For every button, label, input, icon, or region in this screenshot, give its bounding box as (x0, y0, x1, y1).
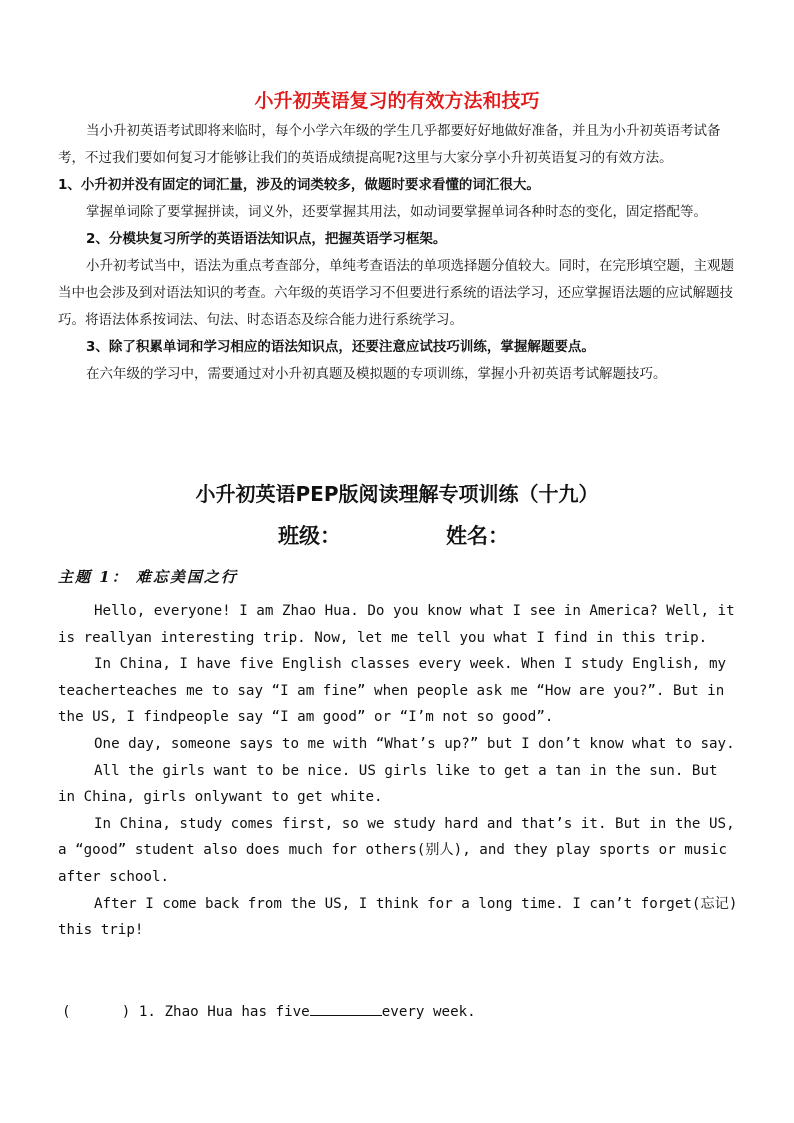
reading-topic: 主题 1： 难忘美国之行 (58, 568, 238, 586)
point-2-heading: 2、分模块复习所学的英语语法知识点，把握英语学习框架。 (86, 231, 447, 247)
intro-paragraph: 当小升初英语考试即将来临时，每个小学六年级的学生几乎都要好好地做好准备，并且为小升初英语考试备考，不过我们要如何复习才能够让我们的英语成绩提高呢?这里与大家分享小升初英语复习的有效方法。 (58, 123, 721, 166)
point-2-body: 小升初考试当中，语法为重点考查部分，单纯考查语法的单项选择题分值较大。同时，在完形填空题，主观题当中也会涉及到对语法知识的考查。六年级的英语学习不但要进行系统的语法学习，还应掌握语法题的应试解题技巧。将语法体系按词法、句法、时态语态及综合能力进行系统学习。 (58, 258, 734, 328)
question-1-suffix: every week. (381, 1004, 476, 1020)
point-1-body: 掌握单词除了要掌握拼读，词义外，还要掌握其用法，如动词要掌握单词各种时态的变化，固定搭配等。 (86, 204, 707, 220)
answer-bracket[interactable]: ( ) (62, 1004, 131, 1020)
class-label: 班级： (278, 524, 341, 548)
question-1 (62, 999, 476, 1025)
reading-passage (58, 598, 742, 944)
passage-paragraph: One day, someone says to me with “What’s up?” but I don’t know what to say. (94, 735, 735, 752)
point-3-heading: 3、除了积累单词和学习相应的语法知识点，还要注意应试技巧训练，掌握解题要点。 (86, 339, 595, 355)
passage-paragraph: All the girls want to be nice. US girls like to get a tan in the sun. But in China, girls onlywant to get white. (58, 762, 718, 806)
exam-title: 小升初英语PEP版阅读理解专项训练（十九） (195, 482, 599, 506)
passage-paragraph: In China, study comes first, so we study hard and that’s it. But in the US, a “good” student also does much for others(别人), and they play sports or music after school. (58, 815, 735, 885)
question-1-prefix: 1. Zhao Hua has five (138, 1004, 310, 1020)
answer-blank[interactable] (310, 1001, 382, 1016)
article-title: 小升初英语复习的有效方法和技巧 (254, 90, 540, 112)
passage-paragraph: After I come back from the US, I think for a long time. I can’t forget(忘记) this trip! (58, 895, 738, 939)
passage-paragraph: In China, I have five English classes every week. When I study English, my teacherteaches me to say “I am fine” when people ask me “How are you?”. But in the US, I findpeople say “I am good” or “I’m not so good”. (58, 656, 727, 726)
point-3-body: 在六年级的学习中，需要通过对小升初真题及模拟题的专项训练，掌握小升初英语考试解题技巧。 (86, 366, 667, 382)
intro-section (58, 118, 742, 388)
passage-paragraph: Hello, everyone! I am Zhao Hua. Do you know what I see in America? Well, it is reallyan interesting trip. Now, let me tell you what I find in this trip. (58, 603, 735, 646)
point-1-heading: 1、小升初并没有固定的词汇量，涉及的词类较多，做题时要求看懂的词汇很大。 (58, 177, 540, 193)
name-label: 姓名： (446, 524, 509, 548)
